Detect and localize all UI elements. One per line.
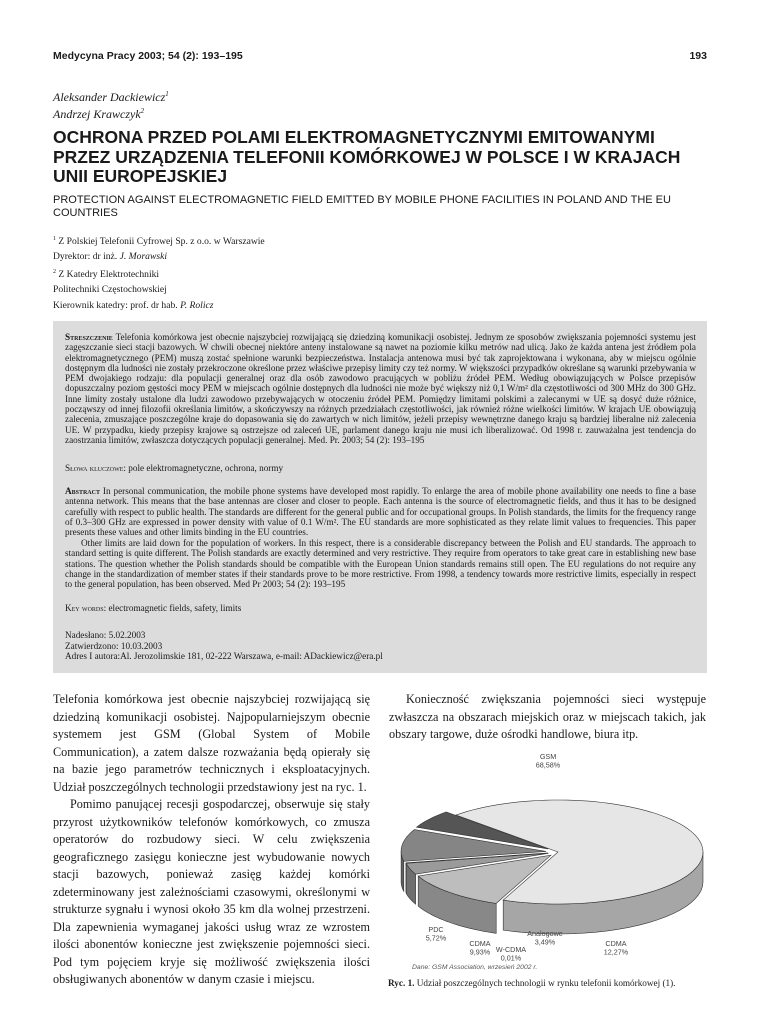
slice-value-label: 9,93% <box>469 947 491 957</box>
slice-label: CDMA <box>469 939 491 948</box>
affiliations <box>53 232 265 313</box>
abstract-box <box>53 321 707 673</box>
affiliation-line: $^1$ Z Polskiej Telefonii Cyfrowej Sp. z o.o. w Warszawie <box>53 236 265 248</box>
figure-caption: Ryc. 1. Udział poszczególnych technologii w rynku telefonii komórkowej (1). <box>388 978 676 988</box>
paragraph: Konieczność zwiększania pojemności sieci występuje zwłaszcza na obszarach miejskich oraz w miejscach takich, jak obszary targowe, duże ośrodki handlowe, biura itp. <box>389 692 706 741</box>
author: Andrzej Krawczyk$^2$ <box>53 107 145 121</box>
page-number: 193 <box>689 50 707 62</box>
abstract-text: Abstract In personal communication, the mobile phone systems have developed most rapidly. To enlarge the area of mobile phone availability one needs to fine a base antenna network. This means that the base antennas are closer and closer to people. Each antenna is the source of electromagnetic fields, and thus it has to be designed carefully with respect to public health. The standards are different for the general public and for occupational groups. In Polish standards, the limits for the frequency range of 0.3–300 GHz are expressed in power density with value of 0.1 W/m². The EU standards are more sophisticated as they relate limit values to frequencies. This paper presents these values and other limits binding in the EU countries. <box>65 486 696 538</box>
slice-value-label: 5,72% <box>425 933 447 943</box>
abstract-text-2: Other limits are laid down for the population of workers. In this respect, there is a considerable discrepancy between the Polish and EU standards. The approach to standard setting is quite different. The Polish standards are exactly determined and very restrictive. They require from operators to take great care in establishing new base stations. The question whether the Polish standards should be compatible with the European Union standards remains still open. The EU regulations do not require any change in the standardization of member states if their standards prove to be more restrictive. From 1998, a tendency towards more restrictive limits, especially in respect to the general population, has been observed. Med Pr 2003; 54 (2): 193–195 <box>65 538 696 590</box>
article-title: OCHRONA PRZED POLAMI ELEKTROMAGNETYCZNYMI EMITOWANYMI PRZEZ URZĄDZENIA TELEFONII KOMÓRKOWEJ W POLSCE I W KRAJACH UNII EUROPEJSKIEJ <box>53 127 681 186</box>
slice-label: GSM <box>539 752 557 761</box>
slice-label: Analogowe <box>527 929 563 938</box>
affiliation-line: $^2$ Z Katedry Elektrotechniki <box>53 268 160 280</box>
slice-value-label: 68,58% <box>535 760 561 770</box>
running-header <box>53 50 707 62</box>
chart-source: Dane: GSM Association, wrzesień 2002 r. <box>412 964 538 971</box>
slice-value-label: 0,01% <box>500 953 522 963</box>
right-column <box>389 691 706 744</box>
date-received: Nadesłano: 5.02.2003 <box>65 630 146 640</box>
pie-chart-svg <box>398 750 704 975</box>
english-title: PROTECTION AGAINST ELECTROMAGNETIC FIELD EMITTED BY MOBILE PHONE FACILITIES IN POLAND AND THE EU COUNTRIES <box>53 194 671 219</box>
slice-label: CDMA <box>605 939 627 948</box>
slice-value-label: 12,27% <box>603 947 629 957</box>
journal-citation: Medycyna Pracy 2003; 54 (2): 193–195 <box>53 50 243 62</box>
left-column <box>53 691 370 989</box>
affiliation-line: Politechniki Częstochowskiej <box>53 284 167 296</box>
paragraph: Pomimo panującej recesji gospodarczej, obserwuje się stały przyrost użytkowników telefonów komórkowych, co zmusza operatorów do rozbudowy sieci. W celu zwiększenia geograficznego zasięgu konieczne jest wybudowanie nowych stacji bazowych, ponieważ zasięg każdej komórki zdeterminowany jest zależnościami czasowymi, określonymi w strukturze sygnału i wynosi około 35 km dla wolnej przestrzeni. Dla zapewnienia wymaganej jakości usług wraz ze wzrostem ilości abonentów konieczne jest zwiększenie pojemności sieci. Pod tym pojęciem kryje się możliwość zwiększenia ilości obsługiwanych abonentów w danym czasie i miejscu. <box>53 797 370 986</box>
affiliation-line: Kierownik katedry: prof. dr hab. P. Rolicz <box>53 299 214 311</box>
slowa-kluczowe: Słowa kluczowe: pole elektromagnetyczne, ochrona, normy <box>65 463 284 473</box>
paragraph: Telefonia komórkowa jest obecnie najszybciej rozwijającą się dziedziną komunikacji osobistej. Najpopularniejszym obecnie systemem jest GSM (Global System of Mobile Communication), a zatem dalsze rozważania będą opierały się na bazie jego parametrów technicznych i eksploatacyjnych. Udział poszczególnych technologii przedstawiony jest na ryc. 1. <box>53 692 370 794</box>
slice-label: W-CDMA <box>495 945 527 954</box>
author: Aleksander Dackiewicz$^1$ <box>53 90 169 104</box>
author-list <box>53 87 169 121</box>
affiliation-line: Dyrektor: dr inż. J. Morawski <box>53 251 168 263</box>
key-words: Key words: electromagnetic fields, safety, limits <box>65 603 242 613</box>
author-address: Adres I autora:Al. Jerozolimskie 181, 02-222 Warszawa, e-mail: ADackiewicz@era.pl <box>65 651 383 661</box>
date-accepted: Zatwierdzono: 10.03.2003 <box>65 640 163 651</box>
slice-label: PDC <box>428 925 444 934</box>
slice-value-label: 3,49% <box>534 937 556 947</box>
pie-chart <box>398 750 704 975</box>
streszczenie-text: Streszczenie Telefonia komórkowa jest obecnie najszybciej rozwijającą się dziedziną komunikacji osobistej. Jednym ze sposobów zwiększania pojemności systemu jest zagęszczanie sieci stacji bazowych. W chwili obecnej niektóre anteny instalowane są nawet na poziomie kilku metrów nad ulicą. Jako że każda antena jest źródłem pola elektromagnetycznego (PEM) muszą zostać spełnione warunki bezpieczeństwa. Instalacja antenowa musi być tak zaprojektowana i wykonana, aby w miejscu ogólnie dostępnym dla ludności nie zostały przekroczone określone przez właściwe przepisy limity czy też normy. W większości przypadków określane są warunki przebywania w PEM dwojakiego rodzaju: dla populacji generalnej oraz dla osób zawodowo pracujących w pobliżu źródeł PEM. Według obowiązujących w Polsce przepisów dopuszczalny poziom gęstości mocy PEM w miejscach ogólnie dostępnych dla ludności nie może być większy niż 0,1 W/m² dla częstotliwości od 300 MHz do 300 GHz. Inne limity zostały ustalone dla ludzi zawodowo przebywających w otoczeniu źródeł PEM. Pomiędzy limitami polskimi a zalecanymi w UE są dosyć duże różnice, począwszy od innej filozofii określania limitów, a skończywszy na różnych przedziałach częstotliwości, jak również różne wielkości limitów. W krajach UE obowiązują zalecenia, zmuszające poszczególne kraje do dopasowania się do zawartych w nich limitów, jeżeli przepisy wewnętrzne danego kraju są bardziej liberalne niż zalecenia UE. W przypadku, kiedy przepisy krajowe są ostrzejsze od zaleceń UE, parlament danego kraju nie musi ich liberalizować. Od 1998 r. zauważalna jest tendencja do zaostrzania limitów, zwłaszcza dotyczących populacji generalnej. Med. Pr. 2003; 54 (2): 193–195 <box>65 332 696 445</box>
